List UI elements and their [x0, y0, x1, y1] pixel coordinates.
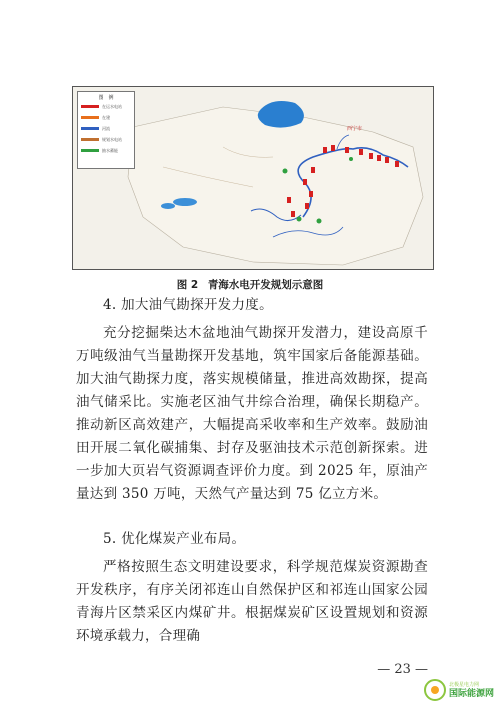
legend-swatch: [81, 105, 99, 108]
paragraph-oil-gas: 充分挖掘柴达木盆地油气勘探开发潜力，建设高原千万吨级油气当量勘探开发基地，筑牢国家后备能源基础。加大油气勘探力度，落实规模储量，推进高效勘探，提高油气储采比。实施老区油气井综合治理，确保长期稳产。推动新区高效建产，大幅提高采收率和生产效率。鼓励油田开展二氧化碳捕集、封存及驱油技术示范创新探索。进一步加大页岩气资源调查评价力度。到 2025 年，原油产量达到 350 万吨，天然气产量达到 75 亿立方米。: [76, 325, 428, 502]
city-label: 西宁市: [347, 126, 363, 132]
section-heading-4: 4. 加大油气勘探开发力度。: [103, 297, 273, 313]
caption-number: 图 2: [176, 279, 199, 291]
legend-item: [78, 101, 134, 112]
paragraph-coal: 严格按照生态文明建设要求，科学规范煤炭资源勘查开发秩序，有序关闭祁连山自然保护区和祁连山国家公园青海片区禁采区内煤矿井。根据煤炭矿区设置规划和资源环境承载力，合理确: [76, 559, 428, 644]
legend-item: [78, 112, 134, 123]
hydropower-map-figure: [72, 86, 434, 270]
caption-title: 青海水电开发规划示意图: [207, 279, 324, 291]
legend-label: 规划水电站: [102, 136, 122, 142]
lake: [161, 203, 175, 209]
legend-label: 河流: [102, 125, 110, 131]
section-heading-5: 5. 优化煤炭产业布局。: [103, 531, 246, 547]
watermark-logo-icon: [424, 679, 446, 701]
legend-swatch: [81, 138, 99, 141]
qinghai-lake: [258, 101, 304, 128]
watermark-small-text: 北极星电力网: [448, 682, 479, 688]
province-outline: [128, 107, 423, 265]
figure-caption: [0, 277, 500, 292]
legend-label: 在建: [102, 114, 110, 120]
legend-swatch: [81, 116, 99, 119]
map-legend: [77, 91, 135, 169]
legend-label: 抽水蓄能: [102, 147, 118, 153]
page-number: — 23 —: [377, 662, 428, 677]
legend-item: [78, 123, 134, 134]
legend-title: 图 例: [98, 95, 114, 101]
watermark-text: 国际能源网: [448, 689, 494, 699]
legend-item: [78, 145, 134, 156]
lake: [173, 198, 197, 206]
watermark: [424, 679, 494, 701]
legend-swatch: [81, 127, 99, 130]
legend-item: [78, 134, 134, 145]
legend-label: 在运水电站: [102, 103, 122, 109]
legend-swatch: [81, 149, 99, 152]
